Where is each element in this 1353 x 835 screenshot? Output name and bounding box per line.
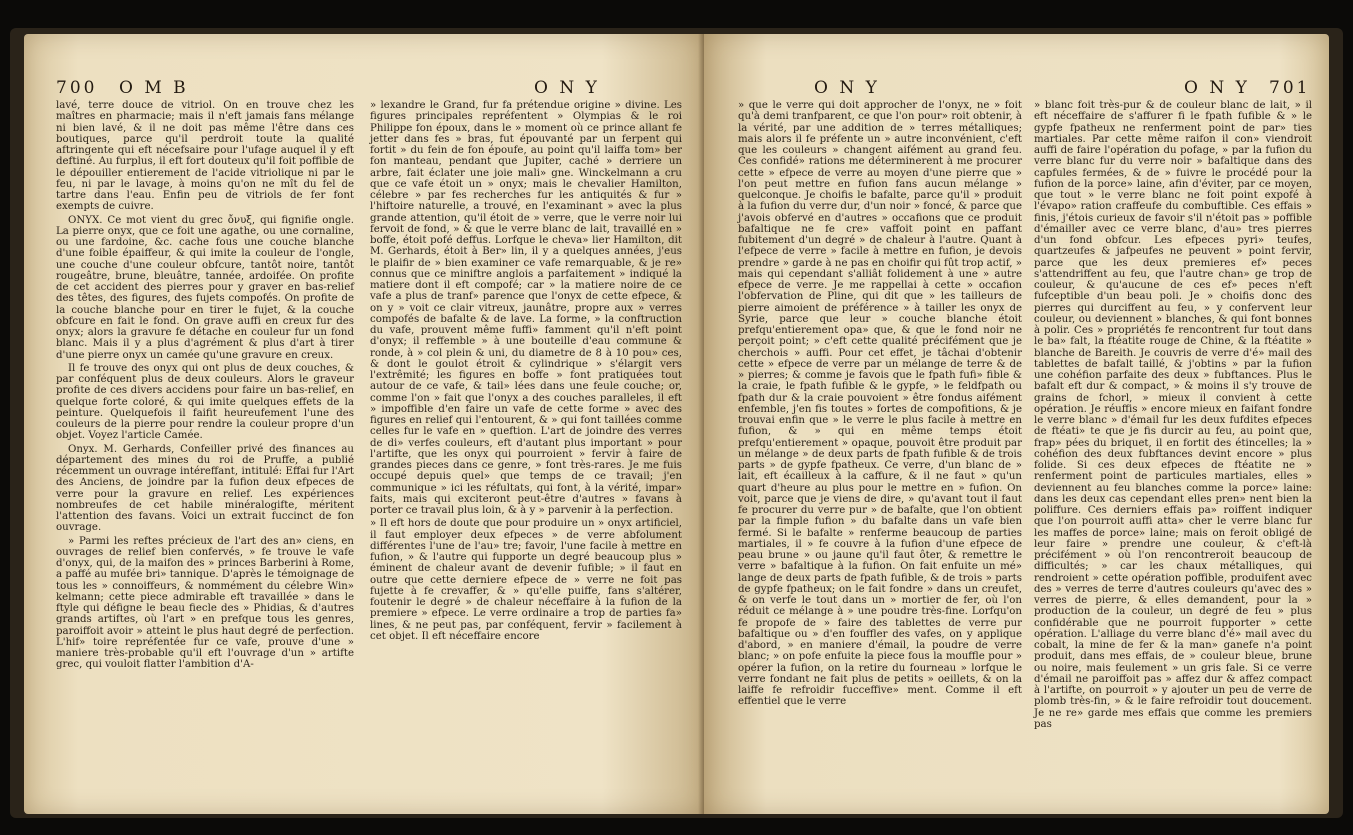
paragraph: » Parmi les reftes précieux de l'art des an» ciens, en ouvrages de relief bien confervés, » fe trouve le vafe d'onyx, qui, de la maifon des » princes Barberini à Rome, a paffé au mufée bri» tannique. D'après le témoignage de tous les » connoiffeurs, & nommément du célebre Win» kelmann; cette piece admirable eft travaillée » dans le ftyle qui défigne le beau fiecle des » Phidias, & d'autres grands artiftes, où l'art » en prefque tous les genres, paroiffoit avoir » atteint le plus haut degré de perfection. L'hif» toire repréfentée fur ce vafe, prouve d'une » maniere très-probable qu'il eft l'ouvrage d'un » artifte grec, qui vouloit flatter l'ambition d'A- — [56, 535, 354, 671]
left-page — [24, 34, 704, 814]
right-page — [704, 34, 1329, 814]
left-page-column-1 — [56, 100, 354, 673]
right-page-header-left: O N Y — [814, 78, 880, 98]
paragraph: » Il eft hors de doute que pour produire un » onyx artificiel, il faut employer deux efpeces » de verre abfolument différentes l'une de l'au» tre; favoir, l'une facile à mettre en fufion, » & l'autre qui fupporte un degré beaucoup plus » éminent de chaleur avant de devenir fufible; » il faut en outre que cette derniere efpece de » verre ne foit pas fujette à fe crevaffer, & » qu'elle puiffe, fans s'altérer, foutenir le degré » de chaleur néceffaire à la fufion de la premiere » efpece. Le verre ordinaire a trop de parties fa» lines, & ne peut pas, par conféquent, fervir » facilement à cet objet. Il eft néceffaire encore — [370, 518, 682, 642]
right-page-column-2 — [1034, 100, 1312, 732]
left-page-header-right: O N Y — [534, 78, 600, 98]
paragraph: Il fe trouve des onyx qui ont plus de deux couches, & par conféquent plus de deux couleurs. Alors le graveur profite de ces divers accidens pour faire un bas-relief, en quelque forte coloré, & qui imite quelques effets de la peinture. Quelquefois il faifit heureufement l'une des couleurs de la pierre pour rendre la couleur propre d'un objet. Voyez l'article Camée. — [56, 362, 354, 442]
paragraph: » lexandre le Grand, fur fa prétendue origine » divine. Les figures principales repréfentent » Olympias & le roi Philippe fon époux, dans le » moment où ce prince allant fe jetter dans fes » bras, fut épouvanté par un ferpent qui fortit » du fein de fon époufe, au point qu'il laiffa tom» ber fon manteau, pendant que Jupiter, caché » derriere un arbre, fait éclater une joie mali» gne. Winckelmann a cru que ce vafe étoit un » onyx; mais le chevalier Hamilton, célebre » par fes recherches fur les antiquités & fur » l'hiftoire naturelle, a trouvé, en l'examinant » avec la plus grande attention, qu'il étoit de » verre, que le verre noir lui fervoit de fond, » & que le verre blanc de lait, travaillé en » boffe, étoit pofé deffus. Lorfque le cheva» lier Hamilton, dit M. Gerhards, étoit à Ber» lin, il y a quelques années, j'eus le plaifir de » bien examiner ce vafe remarquable, & je re» connus que ce miniftre anglois a parfaitement » indiqué la matiere dont il eft compofé; car » la matiere noire de ce vafe a plus de tranf» parence que l'onyx de cette efpece, & on y » voit ce clair vitreux, jaunâtre, propre aux » verres compofés de bafalte & de lave. La forme, » la conftruction du vafe, prouvent même fuffi» famment qu'il n'eft point d'onyx; il reffemble » à une bouteille d'eau commune & ronde, à » col plein & uni, du diametre de 8 à 10 pou» ces, & dont le goulot étroit & cylindrique » s'élargit vers l'extrêmité; les figures en boffe » font pratiquées tout autour de ce vafe, & tail» lées dans une feule couche; or, comme l'on » fait que l'onyx a des couches paralleles, il eft » impoffible d'en faire un vafe de cette forme » avec des figures en relief qui l'entourent, & » qui font taillées comme celles fur le vafe en » queftion. L'art de joindre des verres de di» verfes couleurs, eft d'autant plus important » pour l'artifte, que les onyx qui pourroient » fervir à faire de grandes pieces dans ce genre, » font très-rares. Je me fuis occupé depuis quel» que temps de ce travail; j'en communique » ici les réfultats, qui font, à la vérité, impar» faits, mais qui exciteront peut-être d'autres » favans à porter ce travail plus loin, & à y » parvenir à la perfection. — [370, 100, 682, 516]
left-page-column-2 — [370, 100, 682, 644]
right-page-number: 701 — [1269, 78, 1311, 98]
open-book — [10, 28, 1343, 818]
paragraph: » que le verre qui doit approcher de l'onyx, ne » foit qu'à demi tranfparent, ce que l'on pour» roit obtenir, à la vérité, par une addition de » terres métalliques; mais alors il fe préfente un » autre inconvénient, c'eft que les couleurs » changent aifément au grand feu. Ces confidé» rations me déterminerent à me procurer cette » efpece de verre au moyen d'une pierre que » l'on peut mettre en fufion fans aucun mélange » quelconque. Je choifis le bafalte, parce qu'il » produit à la fufion du verre dur, d'un noir » foncé, & parce que j'avois obfervé en d'autres » occafions que ce produit bafaltique ne fe cre» vaffoit point en paffant fubitement d'un degré » de chaleur à l'autre. Quant à l'efpece de verre » facile à mettre en fufion, je devois prendre » garde à ne pas en choifir qui fût trop actif, » mais qui cependant s'alliât folidement à une » autre efpece de verre. Je me rappellai à cette » occafion l'obfervation de Pline, qui dit que » les tailleurs de pierre aimoient de préférence » à tailler les onyx de Syrie, parce que leur » couche blanche étoit prefqu'entierement opa» que, & que le fond noir ne perçoit point; » c'eft cette qualité précifément que je cherchois » auffi. Pour cet effet, je tâchai d'obtenir cette » efpece de verre par un mélange de terre & de » pierres; & comme je favois que le fpath fufi» fible & la craie, le fpath fufible & le gypfe, » le feldfpath ou fpath dur & la craie pouvoient » être fondus aifément enfemble, j'en fis toutes » fortes de compofitions, & je trouvai enfin que » le verre le plus facile à mettre en fufion, & » qui en même temps étoit prefqu'entierement » opaque, pouvoit être produit par un mélange » de deux parts de fpath fufible & de trois parts » de gypfe fpatheux. Ce verre, d'un blanc de » lait, eft écailleux à la caffure, & il ne faut » qu'un quart d'heure au plus pour le mettre en » fufion. On voit, parce que je viens de dire, » qu'avant tout il faut fe procurer du verre pur » de bafalte, que l'on obtient par la fimple fufion » du bafalte dans un vafe bien fermé. Si le bafalte » renferme beaucoup de parties martiales, il » fe couvre à la fufion d'une efpece de peau brune » ou jaune qu'il faut ôter, & remettre le verre » bafaltique à la fufion. On fait enfuite un mé» lange de deux parts de fpath fufible, & de trois » parts de gypfe fpatheux; on le fait fondre » dans un creufet, & on verfe le tout dans un » mortier de fer, où l'on réduit ce mélange à » une poudre très-fine. Lorfqu'on fe propofe de » faire des tablettes de verre pur bafaltique ou » d'en fouffler des vafes, on y applique d'abord, » en maniere d'émail, la poudre de verre blanc; » on pofe enfuite la piece fous la mouffle pour » opérer la fufion, on la retire du fourneau » lorfque le verre fondant ne fait plus de petits » oeillets, & on la laiffe fe refroidir fucceffive» ment. Comme il eft effentiel que le verre — [738, 100, 1022, 708]
right-page-header-right: O N Y — [1184, 78, 1250, 98]
paragraph: Onyx. M. Gerhards, Confeiller privé des finances au département des mines du roi de Pruffe, a publié récemment un ouvrage intéreffant, intitulé: Effai fur l'Art des Anciens, de joindre par la fufion deux efpeces de verre pour la gravure en relief. Les expériences nombreufes de cet habile minéralogifte, méritent l'attention des favans. Voici un extrait fuccinct de fon ouvrage. — [56, 443, 354, 534]
paragraph: lavé, terre douce de vitriol. On en trouve chez les maîtres en pharmacie; mais il n'eft jamais fans mélange ni bien lavé, & il ne doit pas même l'être dans ces boutiques, parce qu'il perdroit toute la qualité aftringente qui eft nécefsaire pour l'ufage auquel il y eft deftiné. Au furplus, il eft fort douteux qu'il foit poffible de le dépouiller entierement de l'acide vitriolique ni par le feu, ni par le lavage, à moins qu'on ne mît du fel de tartre dans l'eau. Enfin peu de vitriols de fer font exempts de cuivre. — [56, 100, 354, 213]
paragraph: » blanc foit très-pur & de couleur blanc de lait, » il eft néceffaire de s'affurer fi le fpath fufible & » le gypfe fpatheux ne renferment point de par» ties martiales. Par cette même raifon il con» viendroit auffi de faire l'opération du pofage, » par la fufion du verre blanc fur du verre noir » bafaltique dans des capfules fermées, & de » fuivre le procédé pour la fufion de la porce» laine, afin d'éviter, par ce moyen, que tout » le verre blanc ne foit point expofé à l'évapo» ration craffeufe du combuftible. Ces effais » finis, j'étois curieux de favoir s'il n'étoit pas » poffible d'émailler avec ce verre blanc, d'au» tres pierres d'un fond obfcur. Les efpeces pyri» teufes, quartzeufes & jafpeufes ne peuvent » point fervir, parce que les deux premieres ef» peces s'attendriffent au feu, que l'autre chan» ge trop de couleur, & qu'aucune de ces ef» peces n'eft fufceptible d'un beau poli. Je » choifis donc des pierres qui durciffent au feu, » y confervent leur couleur, ou deviennent » blanches, & qui font bonnes à polir. Ces » propriétés fe rencontrent fur tout dans le ba» falt, la ftéatite rouge de Chine, & la ftéatite » blanche de Bareith. Je couvris de verre d'é» mail des tablettes de bafalt taillé, & j'obtins » par la fufion une cohéfion parfaite des deux » fubftances. Plus le bafalt eft dur & compact, » & moins il s'y trouve de grains de fchorl, » mieux il convient à cette opération. Je réuffis » encore mieux en faifant fondre le verre blanc » d'émail fur les deux fufdites efpeces de ftéati» te que je fis durcir au feu, au point que, frap» pées du briquet, il en fortit des étincelles; la » cohéfion des deux fubftances devint encore » plus folide. Si ces deux efpeces de ftéatite ne » renferment point de particules martiales, elles » deviennent au feu blanches comme la porce» laine: dans les deux cas cependant elles pren» nent bien la poliffure. Ces derniers effais pa» roiffent indiquer que l'on pourroit auffi atta» cher le verre blanc fur les maffes de porce» laine; mais on feroit obligé de leur faire » prendre une couleur, & c'eft-là précifément » où l'on rencontreroit beaucoup de difficultés; » car les chaux métalliques, qui rendroient » cette opération poffible, produifent avec des » verres de terre d'autres couleurs qu'avec des » verres de pierre, & elles demandent, pour la » production de la couleur, un degré de feu » plus confidérable que ne pourroit fupporter » cette opération. L'alliage du verre blanc d'é» mail avec du cobalt, la mine de fer & la man» ganefe n'a point produit, dans mes effais, de » couleur bleue, brune ou noire, mais feulement » un gris fale. Si ce verre d'émail ne paroiffoit pas » affez dur & affez compact à l'artifte, on pourroit » y ajouter un peu de verre de plomb très-fin, » & le faire refroidir tout doucement. Je ne re» garde mes effais que comme les premiers pas — [1034, 100, 1312, 730]
left-page-header-left: O M B — [119, 78, 189, 98]
left-page-number: 700 — [56, 78, 98, 98]
right-page-column-1 — [738, 100, 1022, 710]
paragraph: ONYX. Ce mot vient du grec ὄνυξ, qui fignifie ongle. La pierre onyx, que ce foit une agathe, ou une cornaline, ou une fardoine, &c. cache fous une couche blanche d'une foible épaiffeur, & qui imite la couleur de l'ongle, une couche d'une couleur obfcure, tantôt noire, tantôt rougeâtre, brune, bleuâtre, tannée, ardoifée. On profite de cet accident des pierres pour y graver en bas-relief des têtes, des figures, des fujets compofés. On profite de la couche blanche pour en tirer le fujet, & la couche obfcure en fait le fond. On grave auffi en creux fur des onyx; alors la gravure fe détache en couleur fur un fond blanc. Mais il y a plus d'agrément & plus d'art à tirer d'une pierre onyx un camée qu'une gravure en creux. — [56, 214, 354, 361]
